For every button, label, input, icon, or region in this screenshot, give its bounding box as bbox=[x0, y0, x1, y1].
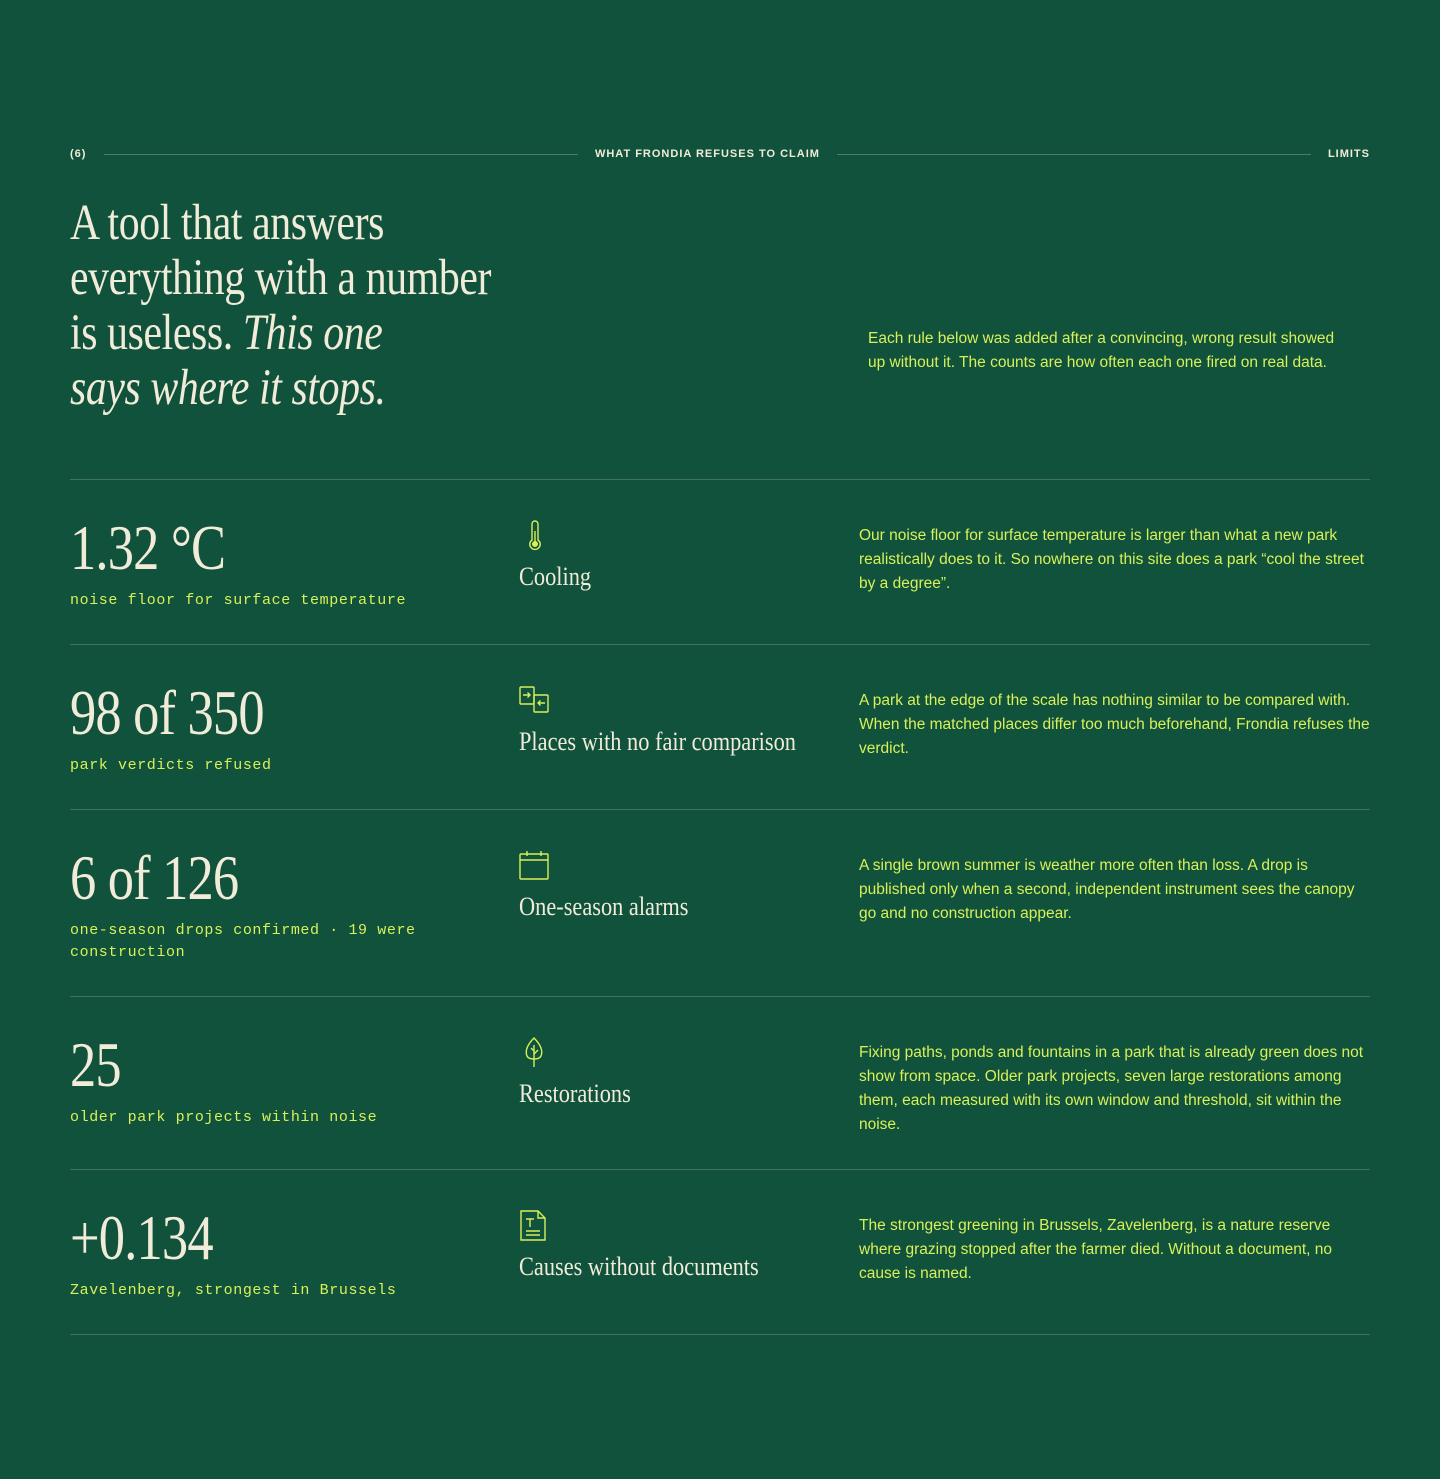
stat-value: +0.134 bbox=[70, 1202, 213, 1273]
thermometer-icon bbox=[519, 520, 551, 552]
stat-label: park verdicts refused bbox=[70, 757, 272, 774]
topic-description: Our noise floor for surface temperature is larger than what a new park realistically does to it. So nowhere on this site does a park “cool the street by a degree”. bbox=[859, 527, 1364, 592]
document-icon bbox=[519, 1210, 551, 1242]
header-divider bbox=[104, 154, 578, 155]
stat-value: 6 of 126 bbox=[70, 842, 239, 913]
stat-value: 25 bbox=[70, 1029, 121, 1100]
topic-title: Restorations bbox=[519, 1079, 631, 1108]
topic-title: Places with no fair comparison bbox=[519, 727, 796, 756]
limit-row-alarms bbox=[70, 810, 1370, 997]
limit-row-restorations bbox=[70, 997, 1370, 1170]
topic-title: Cooling bbox=[519, 562, 592, 591]
calendar-icon bbox=[519, 850, 551, 882]
topic-description: Fixing paths, ponds and fountains in a park that is already green does not show from space. Older park projects, seven large restorations among them, each measured with its own window and threshold, sit within the noise. bbox=[859, 1044, 1364, 1133]
topic-description: A single brown summer is weather more often than loss. A drop is published only when a second, independent instrument sees the canopy go and no construction appear. bbox=[859, 857, 1355, 922]
header-divider bbox=[837, 154, 1311, 155]
stat-label: older park projects within noise bbox=[70, 1109, 378, 1126]
limit-row-cooling bbox=[70, 480, 1370, 645]
topic-title: Causes without documents bbox=[519, 1252, 759, 1281]
headline-line-3: is useless. bbox=[70, 305, 243, 361]
topic-description: A park at the edge of the scale has nothing similar to be compared with. When the matched places differ too much beforehand, Frondia refuses the verdict. bbox=[859, 692, 1370, 757]
section-title: WHAT FRONDIA REFUSES TO CLAIM bbox=[594, 148, 820, 160]
limit-row-comparison bbox=[70, 645, 1370, 810]
section-header bbox=[70, 145, 1370, 163]
topic-title: One-season alarms bbox=[519, 892, 689, 921]
stat-label: Zavelenberg, strongest in Brussels bbox=[70, 1282, 397, 1299]
headline-line-1: A tool that answers bbox=[70, 195, 384, 251]
section-tag: LIMITS bbox=[1327, 148, 1370, 160]
headline-emphasis-1: This one bbox=[242, 305, 383, 361]
section-index: (6) bbox=[70, 148, 87, 160]
headline-line-2: everything with a number bbox=[70, 250, 492, 306]
limit-row-documents bbox=[70, 1170, 1370, 1335]
stat-value: 98 of 350 bbox=[70, 677, 264, 748]
stat-value: 1.32 °C bbox=[70, 512, 226, 583]
stat-label: noise floor for surface temperature bbox=[70, 592, 407, 609]
page-headline bbox=[70, 196, 595, 416]
comparison-icon bbox=[519, 685, 551, 717]
topic-description: The strongest greening in Brussels, Zavelenberg, is a nature reserve where grazing stopped after the farmer died. Without a document, no cause is named. bbox=[859, 1217, 1333, 1282]
leaf-icon bbox=[519, 1037, 551, 1069]
intro-text: Each rule below was added after a convincing, wrong result showed up without it. The counts are how often each one fired on real data. bbox=[868, 330, 1335, 371]
stat-label: one-season drops confirmed · 19 were construction bbox=[70, 922, 416, 961]
headline-emphasis-2: says where it stops. bbox=[70, 360, 386, 416]
limits-list bbox=[70, 479, 1370, 1335]
